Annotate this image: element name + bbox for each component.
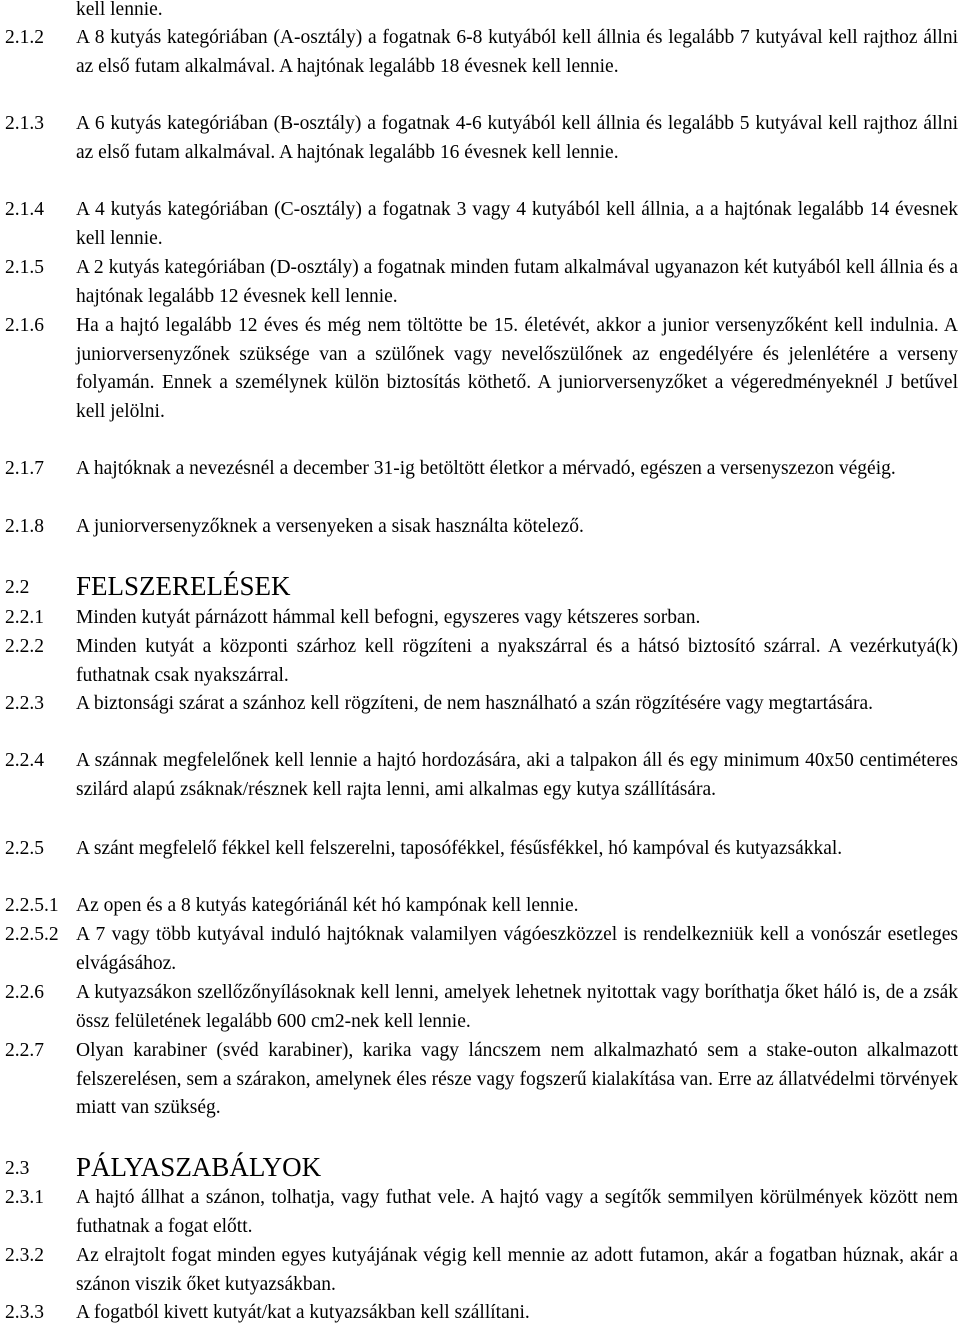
rule-text: A 6 kutyás kategóriában (B-osztály) a fogatnak 4-6 kutyából kell állnia és legalább 5 kutyával kell rajthoz állni az első futam alkalmával. A hajtónak legalább 16 évesnek kell lennie.	[76, 113, 958, 163]
rule-number: 2.2.5.2	[5, 924, 59, 945]
rule-number: 2.3.1	[5, 1187, 44, 1208]
rule-text: A 7 vagy több kutyával induló hajtóknak valamilyen vágóeszközzel is rendelkezniük kell a vonószár esetleges elvágásához.	[76, 924, 958, 974]
rule-text: A szánnak megfelelőnek kell lennie a hajtó hordozására, aki a talpakon áll és egy minimum 40x50 centiméteres szilárd alapú zsáknak/résznek kell rajta lenni, ami alkalmas egy kutya szállítására.	[76, 750, 958, 800]
rule-text: A 2 kutyás kategóriában (D-osztály) a fogatnak minden futam alkalmával ugyanazon két kutyából kell állnia és a hajtónak legalább 12 évesnek kell lennie.	[76, 257, 958, 307]
rule-number: 2.1.4	[5, 199, 44, 220]
rule-text: Ha a hajtó legalább 12 éves és még nem töltötte be 15. életévét, akkor a junior versenyzőként kell indulnia. A juniorversenyzőnek szüksége van a szülőnek vagy nevelőszülőnek az engedélyére és jelenlétére a verseny folyamán. Ennek a személynek külön biztosítás köthető. A juniorversenyzőket a végeredményeknél J betűvel kell jelölni.	[76, 315, 958, 422]
rule-text: Az open és a 8 kutyás kategóriánál két hó kampónak kell lennie.	[76, 895, 579, 916]
rule-number: 2.3.3	[5, 1302, 44, 1323]
rule-text: Az elrajtolt fogat minden egyes kutyájának végig kell mennie az adott futamon, akár a fogatban húznak, akár a szánon viszik őket kutyazsákban.	[76, 1245, 958, 1295]
section-number: 2.3	[5, 1158, 30, 1179]
rule-text: A hajtó állhat a szánon, tolhatja, vagy futhat vele. A hajtó vagy a segítők semmilyen körülmények között nem futhatnak a fogat előtt.	[76, 1187, 958, 1237]
section-number: 2.2	[5, 577, 30, 598]
section-title: FELSZERELÉSEK	[76, 571, 291, 601]
rule-number: 2.1.5	[5, 257, 44, 278]
rule-text: A 4 kutyás kategóriában (C-osztály) a fogatnak 3 vagy 4 kutyából kell állnia, a a hajtónak legalább 14 évesnek kell lennie.	[76, 199, 958, 249]
rule-text: A szánt megfelelő fékkel kell felszerelni, taposófékkel, fésűsfékkel, hó kampóval és kutyazsákkal.	[76, 838, 843, 859]
rule-text: Minden kutyát a központi szárhoz kell rögzíteni a nyakszárral és a hátsó biztosító szárral. A vezérkutyá(k) futhatnak csak nyakszárral.	[76, 636, 958, 686]
rule-number: 2.1.7	[5, 458, 44, 479]
rule-number: 2.2.2	[5, 636, 44, 657]
rule-number: 2.2.5.1	[5, 895, 59, 916]
rule-text: A biztonsági szárat a szánhoz kell rögzíteni, de nem használható a szán rögzítésére vagy megtartására.	[76, 693, 873, 714]
rule-number: 2.2.5	[5, 838, 44, 859]
paragraph-text: kell lennie.	[76, 0, 163, 20]
rule-number: 2.1.2	[5, 27, 44, 48]
rule-number: 2.2.3	[5, 693, 44, 714]
rule-text: A fogatból kivett kutyát/kat a kutyazsákban kell szállítani.	[76, 1302, 530, 1323]
rule-number: 2.1.3	[5, 113, 44, 134]
rule-number: 2.2.4	[5, 750, 44, 771]
rule-number: 2.2.6	[5, 982, 44, 1003]
rule-text: A kutyazsákon szellőzőnyílásoknak kell lenni, amelyek lehetnek nyitottak vagy boríthatja őket háló is, de a zsák össz felületének legalább 600 cm2-nek kell lennie.	[76, 982, 958, 1032]
section-title: PÁLYASZABÁLYOK	[76, 1152, 322, 1182]
rule-text: A juniorversenyzőknek a versenyeken a sisak használta kötelező.	[76, 516, 584, 537]
rule-text: A 8 kutyás kategóriában (A-osztály) a fogatnak 6-8 kutyából kell állnia és legalább 7 kutyával kell rajthoz állni az első futam alkalmával. A hajtónak legalább 18 évesnek kell lennie.	[76, 27, 958, 77]
rule-number: 2.2.1	[5, 607, 44, 628]
rule-text: A hajtóknak a nevezésnél a december 31-ig betöltött életkor a mérvadó, egészen a versenyszezon végéig.	[76, 458, 896, 479]
rule-number: 2.1.6	[5, 315, 44, 336]
rule-text: Olyan karabiner (svéd karabiner), karika vagy láncszem nem alkalmazható sem a stake-outon alkalmazott felszerelésen, sem a szárakon, amelynek éles része vagy fogszerű kialakítása van. Erre az állatvédelmi törvények miatt van szükség.	[76, 1040, 958, 1118]
rule-number: 2.3.2	[5, 1245, 44, 1266]
rule-text: Minden kutyát párnázott hámmal kell befogni, egyszeres vagy kétszeres sorban.	[76, 607, 701, 628]
rule-number: 2.1.8	[5, 516, 44, 537]
rule-number: 2.2.7	[5, 1040, 44, 1061]
